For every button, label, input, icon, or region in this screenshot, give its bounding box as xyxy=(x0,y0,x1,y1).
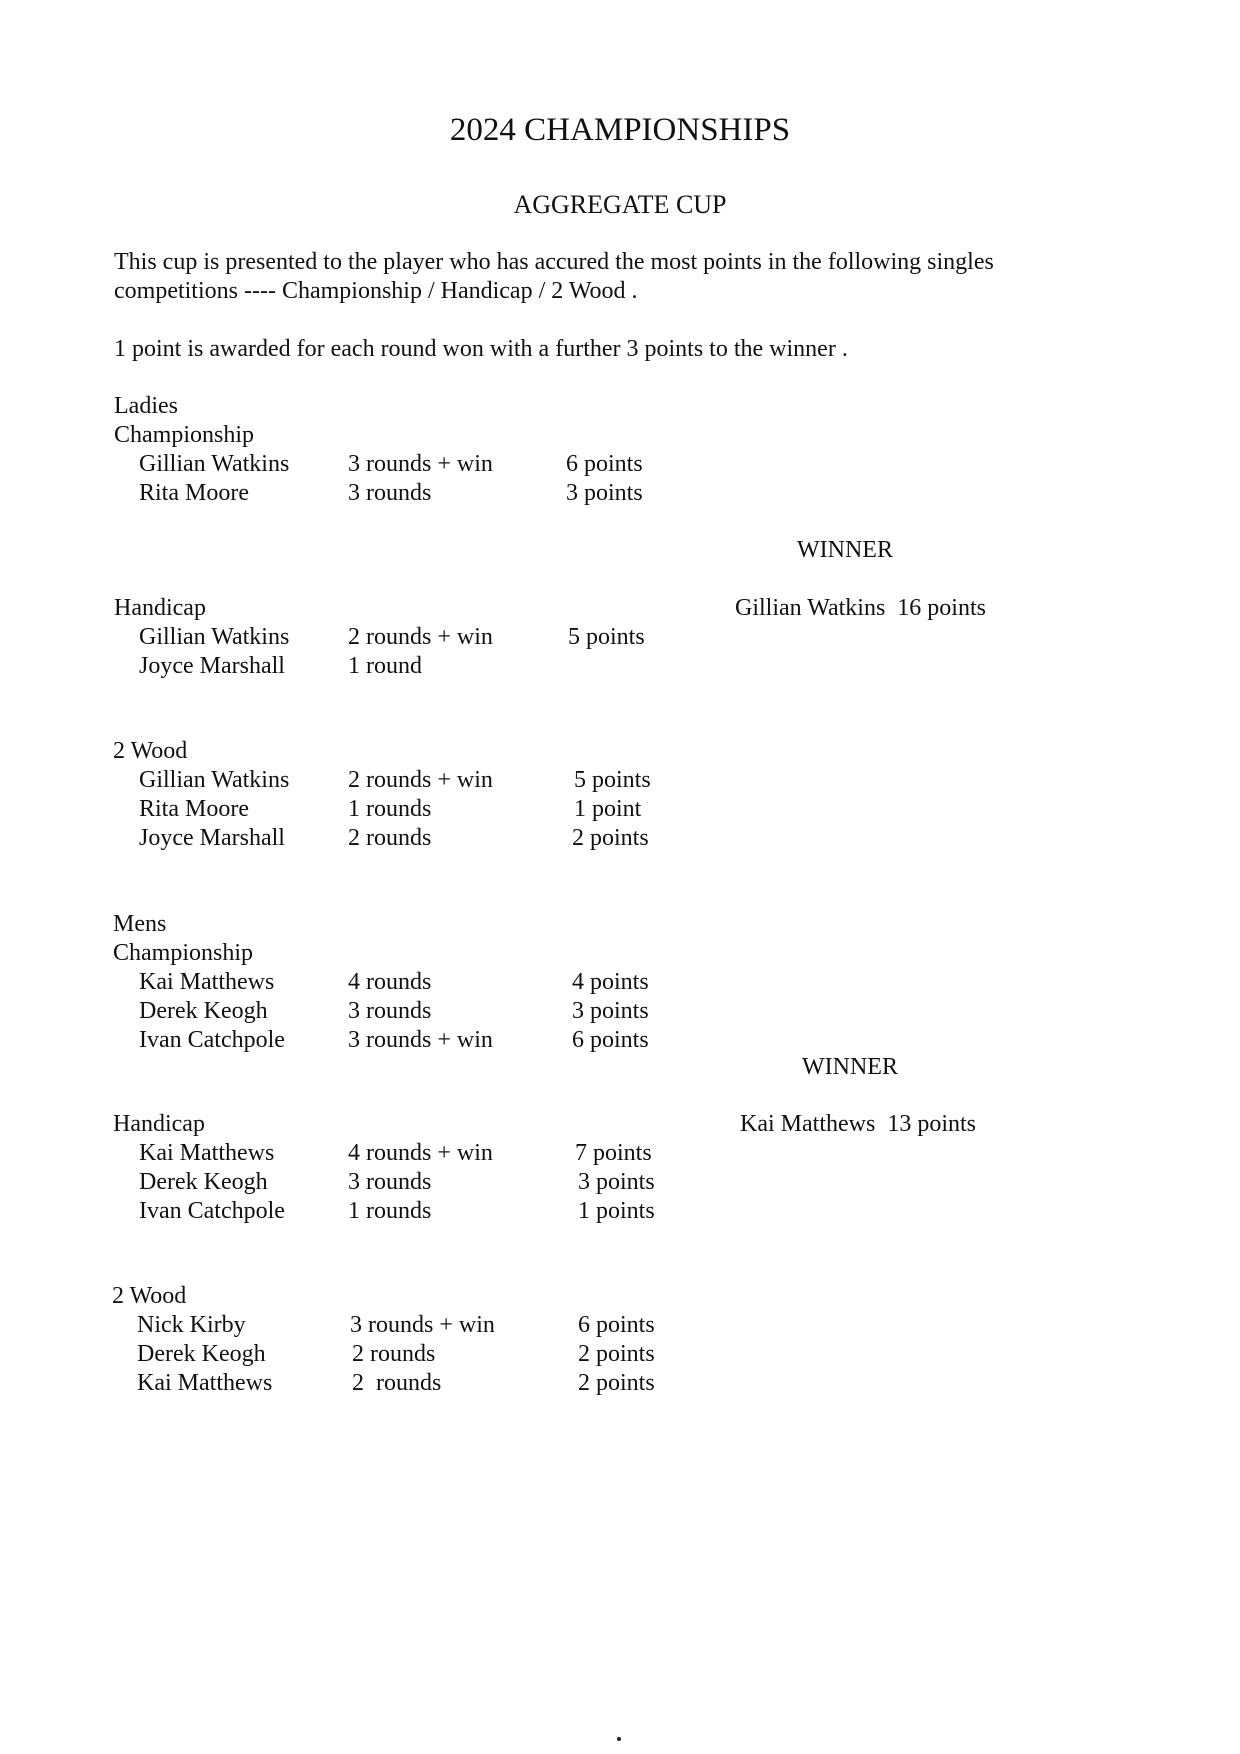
ladies-handicap-row-1-rounds: 2 rounds + win xyxy=(348,624,493,650)
mens-2wood-row-3-name: Kai Matthews xyxy=(137,1370,273,1396)
ladies-championship-row-1-name: Gillian Watkins xyxy=(139,451,290,477)
ladies-2wood-row-3-name: Joyce Marshall xyxy=(139,825,285,851)
ladies-handicap-label: Handicap xyxy=(114,595,206,621)
mens-winner-label: WINNER xyxy=(802,1054,898,1080)
ladies-championship-row-2-points: 3 points xyxy=(566,480,643,506)
mens-handicap-row-3-rounds: 1 rounds xyxy=(348,1198,432,1224)
mens-championship-row-2-points: 3 points xyxy=(572,998,649,1024)
mens-championship-label: Championship xyxy=(113,940,254,966)
mens-handicap-row-3-name: Ivan Catchpole xyxy=(139,1198,285,1224)
mens-winner-name: Kai Matthews xyxy=(740,1111,876,1137)
mens-championship-row-1-points: 4 points xyxy=(572,969,649,995)
mens-winner-points: 13 points xyxy=(887,1111,976,1137)
mens-handicap-row-1-name: Kai Matthews xyxy=(139,1140,275,1166)
mens-handicap-row-1-rounds: 4 rounds + win xyxy=(348,1140,493,1166)
mens-handicap-label: Handicap xyxy=(113,1111,205,1137)
intro-line-2: competitions ---- Championship / Handicap / 2 Wood . xyxy=(114,278,638,304)
ladies-handicap-row-2-rounds: 1 round xyxy=(348,653,422,679)
mens-2wood-row-3-points: 2 points xyxy=(578,1370,655,1396)
mens-2wood-row-2-name: Derek Keogh xyxy=(137,1341,266,1367)
mens-championship-row-3-rounds: 3 rounds + win xyxy=(348,1027,493,1053)
ladies-2wood-row-3-points: 2 points xyxy=(572,825,649,851)
mens-2wood-label: 2 Wood xyxy=(112,1283,187,1309)
mens-2wood-row-3-rounds: 2 rounds xyxy=(352,1370,442,1396)
mens-handicap-row-1-points: 7 points xyxy=(575,1140,652,1166)
mens-label: Mens xyxy=(113,911,167,937)
ladies-2wood-row-2-points: 1 point xyxy=(574,796,642,822)
mens-handicap-row-3-points: 1 points xyxy=(578,1198,655,1224)
ladies-winner-result xyxy=(735,595,986,622)
mens-handicap-row-2-name: Derek Keogh xyxy=(139,1169,268,1195)
mens-2wood-row-1-rounds: 3 rounds + win xyxy=(350,1312,495,1338)
mens-handicap-row-2-rounds: 3 rounds xyxy=(348,1169,432,1195)
mens-2wood-row-1-points: 6 points xyxy=(578,1312,655,1338)
mens-2wood-row-2-points: 2 points xyxy=(578,1341,655,1367)
mens-handicap-row-2-points: 3 points xyxy=(578,1169,655,1195)
ladies-2wood-row-2-name: Rita Moore xyxy=(139,796,249,822)
page-title: 2024 CHAMPIONSHIPS xyxy=(449,112,791,148)
ladies-handicap-row-2-name: Joyce Marshall xyxy=(139,653,285,679)
mens-championship-row-2-rounds: 3 rounds xyxy=(348,998,432,1024)
ladies-2wood-row-1-rounds: 2 rounds + win xyxy=(348,767,493,793)
ladies-championship-row-2-name: Rita Moore xyxy=(139,480,249,506)
ladies-championship-label: Championship xyxy=(114,422,255,448)
mens-championship-row-3-points: 6 points xyxy=(572,1027,649,1053)
scan-speck xyxy=(617,1737,621,1741)
ladies-championship-row-1-points: 6 points xyxy=(566,451,643,477)
mens-2wood-row-1-name: Nick Kirby xyxy=(137,1312,246,1338)
ladies-2wood-label: 2 Wood xyxy=(113,738,188,764)
intro-line-1: This cup is presented to the player who has accured the most points in the following singles xyxy=(114,249,994,275)
ladies-winner-name: Gillian Watkins xyxy=(735,595,886,621)
ladies-2wood-row-1-name: Gillian Watkins xyxy=(139,767,290,793)
points-rule: 1 point is awarded for each round won with a further 3 points to the winner . xyxy=(114,336,848,362)
ladies-handicap-row-1-name: Gillian Watkins xyxy=(139,624,290,650)
mens-championship-row-2-name: Derek Keogh xyxy=(139,998,268,1024)
ladies-championship-row-1-rounds: 3 rounds + win xyxy=(348,451,493,477)
ladies-2wood-row-3-rounds: 2 rounds xyxy=(348,825,432,851)
mens-championship-row-1-rounds: 4 rounds xyxy=(348,969,432,995)
ladies-handicap-row-1-points: 5 points xyxy=(568,624,645,650)
mens-winner-result xyxy=(740,1111,976,1138)
ladies-2wood-row-2-rounds: 1 rounds xyxy=(348,796,432,822)
ladies-championship-row-2-rounds: 3 rounds xyxy=(348,480,432,506)
mens-championship-row-1-name: Kai Matthews xyxy=(139,969,275,995)
ladies-label: Ladies xyxy=(114,393,178,419)
ladies-winner-label: WINNER xyxy=(797,537,893,563)
mens-2wood-row-2-rounds: 2 rounds xyxy=(352,1341,436,1367)
page-subtitle: AGGREGATE CUP xyxy=(513,190,727,219)
mens-championship-row-3-name: Ivan Catchpole xyxy=(139,1027,285,1053)
ladies-2wood-row-1-points: 5 points xyxy=(574,767,651,793)
ladies-winner-points: 16 points xyxy=(897,595,986,621)
